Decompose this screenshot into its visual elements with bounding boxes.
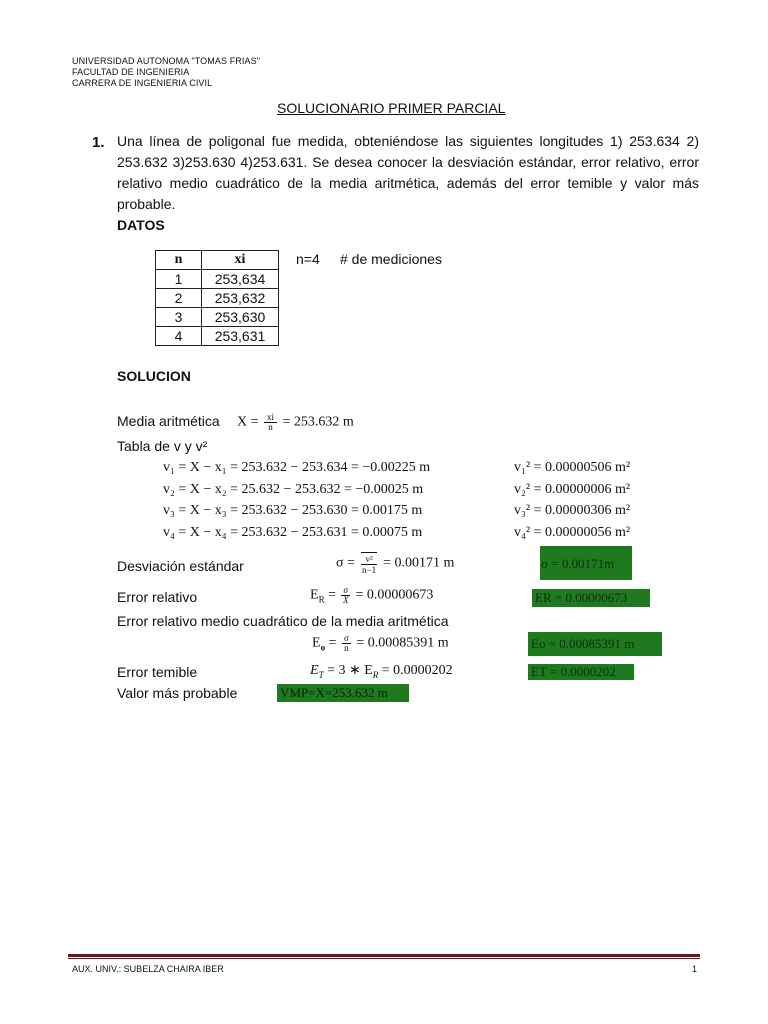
cell-n: 4 xyxy=(156,327,202,346)
v4-squared: v₄² = 0.00000056 m² xyxy=(514,525,631,540)
media-label: Media aritmética xyxy=(117,413,220,429)
eo-equation: $E_o$ = $\frac{\sigma}{n}$ = 0.00085391 m xyxy=(312,633,449,653)
eo-result: = 0.00085391 m xyxy=(356,635,449,651)
footer-rule-thick xyxy=(68,954,700,957)
er-highlight: ER = 0.00000673 xyxy=(532,589,650,607)
media-frac-den: n xyxy=(268,422,273,432)
er-result: = 0.00000673 xyxy=(355,587,434,603)
problem-statement: Una línea de poligonal fue medida, obteniéndose las siguientes longitudes 1) 253.634 2) 253.632 3)253.630 4)253.631. Se desea conocer la desviación estándar, error relativo, error relativo medio cuadrático de la media aritmética, además del error temible y valor más probable. xyxy=(117,133,699,212)
er-frac-den: X xyxy=(342,595,349,605)
vmp-label: Valor más probable xyxy=(117,685,238,701)
cell-xi: 253,631 xyxy=(202,327,279,346)
v2-squared: v₂² = 0.00000006 m² xyxy=(514,482,631,497)
cell-xi: 253,634 xyxy=(202,270,279,289)
table-header-n: n xyxy=(156,251,202,270)
desv-fraction xyxy=(361,552,376,575)
media-result: = 253.632 m xyxy=(282,414,354,430)
media-fraction xyxy=(264,413,277,432)
n-note: # de mediciones xyxy=(340,251,442,267)
datos-table xyxy=(155,250,279,346)
et-symbol: E xyxy=(310,663,319,678)
er-frac-num: σ xyxy=(343,585,348,595)
footer-rule-thin xyxy=(68,958,700,959)
et-highlight: ET = 0.0000202 xyxy=(528,664,634,680)
faculty-name: FACULTAD DE INGENIERIA xyxy=(72,67,190,77)
eo-highlight: Eo = 0.00085391 m xyxy=(528,632,662,656)
cell-n: 1 xyxy=(156,270,202,289)
er-equation: $E_R$ = $\frac{\sigma}{X}$ = 0.00000673 xyxy=(310,585,434,605)
er-label: Error relativo xyxy=(117,589,198,605)
cell-xi: 253,630 xyxy=(202,308,279,327)
er-symbol: E xyxy=(310,587,319,603)
er-fraction xyxy=(341,586,349,605)
v4-equation: v₄ = X − x₄ = 253.632 − 253.631 = 0.00075 m xyxy=(163,525,423,540)
er-subscript: R xyxy=(318,594,325,605)
v1-squared: v₁² = 0.00000506 m² xyxy=(514,460,631,475)
v1-equation: v₁ = X − x₁ = 253.632 − 253.634 = −0.00225 m xyxy=(163,460,431,475)
desv-label: Desviación estándar xyxy=(117,558,244,574)
et-rest: = 3 ∗ E xyxy=(323,663,373,678)
cell-n: 3 xyxy=(156,308,202,327)
desv-frac-num: v² xyxy=(361,554,376,565)
problem-number: 1. xyxy=(92,134,105,151)
et-subscript-2: R xyxy=(372,669,379,680)
tabla-label: Tabla de v y v² xyxy=(117,438,208,454)
et-result: = 0.0000202 xyxy=(378,663,453,678)
n-value: n=4 xyxy=(296,251,320,267)
desv-lhs: σ = xyxy=(336,555,355,571)
table-header-xi: xi xyxy=(202,251,279,270)
eo-frac-den: n xyxy=(344,643,349,653)
desv-frac-den: n−1 xyxy=(362,565,377,575)
et-equation xyxy=(310,662,453,680)
media-frac-num: xi xyxy=(264,413,277,423)
footer-author: AUX. UNIV.: SUBELZA CHAIRA IBER xyxy=(72,964,224,974)
table-row xyxy=(156,308,279,327)
institution-name: UNIVERSIDAD AUTONOMA "TOMAS FRIAS" xyxy=(72,56,260,66)
page-title: SOLUCIONARIO PRIMER PARCIAL xyxy=(277,100,506,116)
media-equation xyxy=(237,413,354,432)
cell-xi: 253,632 xyxy=(202,289,279,308)
eo-frac-num: σ xyxy=(343,633,349,643)
eo-symbol: E xyxy=(312,635,321,651)
eo-subscript: o xyxy=(320,642,326,653)
table-row xyxy=(156,270,279,289)
v3-equation: v₃ = X − x₃ = 253.632 − 253.630 = 0.00175 m xyxy=(163,503,423,518)
page-number: 1 xyxy=(692,964,698,974)
datos-heading: DATOS xyxy=(117,217,165,233)
et-label: Error temible xyxy=(117,664,198,680)
desv-highlight-text: σ = 0.00171m xyxy=(541,556,615,571)
cell-n: 2 xyxy=(156,289,202,308)
v3-squared: v₃² = 0.00000306 m² xyxy=(514,503,631,518)
desv-result: = 0.00171 m xyxy=(383,555,455,571)
v2-equation: v₂ = X − x₂ = 25.632 − 253.632 = −0.00025 m xyxy=(163,482,424,497)
vmp-highlight: VMP=X=253.632 m xyxy=(277,684,409,702)
media-lhs: X = xyxy=(237,414,263,430)
career-name: CARRERA DE INGENIERIA CIVIL xyxy=(72,78,213,88)
table-row xyxy=(156,289,279,308)
eo-fraction xyxy=(342,634,351,653)
et-subscript: T xyxy=(318,669,324,680)
erm-label: Error relativo medio cuadrático de la media aritmética xyxy=(117,613,449,629)
table-row xyxy=(156,327,279,346)
desv-equation xyxy=(336,552,454,575)
solucion-heading: SOLUCION xyxy=(117,368,191,384)
